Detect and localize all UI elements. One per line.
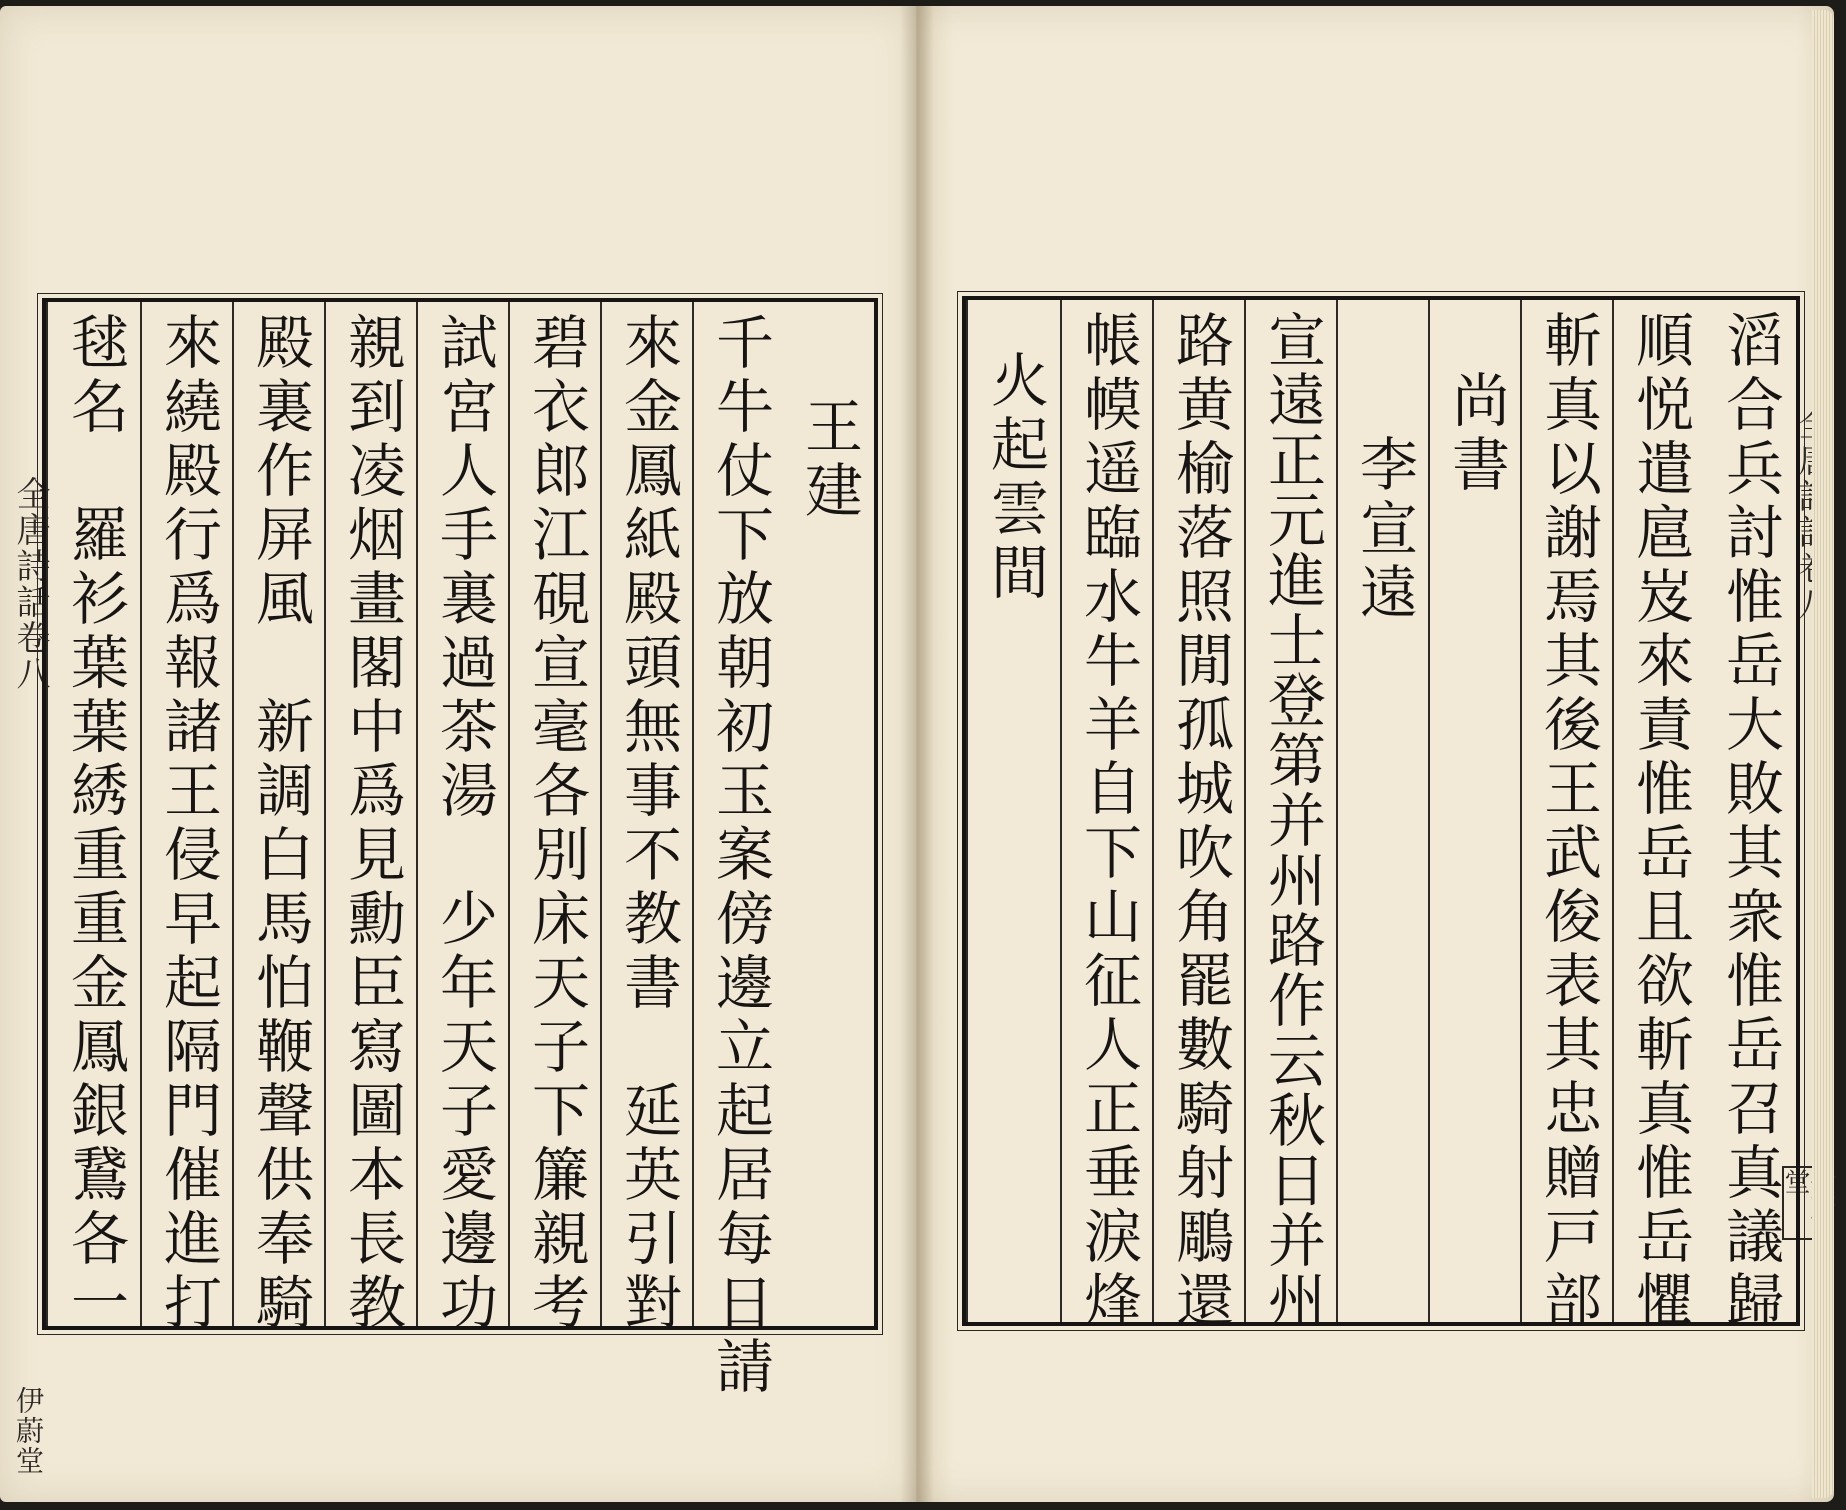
left-col-5 [416, 302, 510, 1336]
book-gutter [900, 6, 934, 1502]
column-text: 宣遠正元進士登第并州路作云秋日并州 [1258, 310, 1326, 1330]
left-col-1 [784, 302, 874, 1326]
right-page [916, 6, 1834, 1502]
left-col-7 [232, 302, 326, 1336]
right-col-9 [966, 300, 1062, 1322]
right-col-6 [1244, 300, 1338, 1330]
column-text: 路黄榆落照閒孤城吹角罷數騎射鵰還 [1166, 310, 1234, 1334]
left-margin-title: 全唐詩話卷八 [10, 476, 50, 692]
column-text: 來金鳳紙殿頭無事不教書 延英引對 [614, 312, 682, 1336]
column-text: 滔合兵討惟岳大敗其衆惟岳召真議歸 [1716, 310, 1784, 1334]
column-text: 火起雲間 [981, 350, 1049, 606]
right-text-frame [962, 296, 1800, 1334]
column-text: 千牛仗下放朝初玉案傍邊立起居每日請 [706, 312, 774, 1400]
column-text: 殿裏作屏風 新調白馬怕鞭聲供奉騎 [246, 312, 314, 1336]
column-text: 親到凌烟畫閣中爲見勳臣寫圖本長教 [338, 312, 406, 1336]
left-col-8 [140, 302, 234, 1336]
column-text: 斬真以謝焉其後王武俊表其忠贈戸部 [1534, 310, 1602, 1334]
right-col-4 [1428, 300, 1522, 1322]
column-text: 試宮人手裏過茶湯 少年天子愛邊功 [430, 312, 498, 1336]
column-text: 碧衣郎江硯宣毫各別床天子下簾親考 [522, 312, 590, 1336]
left-col-9 [46, 302, 142, 1336]
seal-text: 堂 [1780, 1168, 1810, 1194]
left-col-6 [324, 302, 418, 1336]
right-col-7 [1152, 300, 1246, 1334]
page-edges [1812, 10, 1834, 1498]
column-text: 王建 [795, 332, 863, 524]
left-col-2 [692, 302, 786, 1400]
column-text: 來繞殿行爲報諸王侵早起隔門催進打 [154, 312, 222, 1336]
column-text: 尚書 [1442, 370, 1510, 498]
right-col-3 [1520, 300, 1614, 1334]
column-text: 帳幙遥臨水牛羊自下山征人正垂淚烽 [1074, 310, 1142, 1334]
column-text: 毬名 羅衫葉葉綉重重金鳳銀鵞各一 [61, 312, 129, 1336]
right-col-1 [1704, 300, 1796, 1334]
left-col-3 [600, 302, 694, 1336]
column-text: 順悦遣扈岌來責惟岳且欲斬真惟岳懼 [1626, 310, 1694, 1334]
right-col-5 [1336, 300, 1430, 1322]
right-col-2 [1612, 300, 1706, 1334]
right-col-8 [1060, 300, 1154, 1334]
column-text: 李宣遠 [1350, 370, 1418, 626]
left-margin-publisher: 伊蔚堂 [12, 1386, 45, 1476]
left-page [0, 6, 916, 1502]
left-text-frame [42, 298, 878, 1400]
left-col-4 [508, 302, 602, 1336]
